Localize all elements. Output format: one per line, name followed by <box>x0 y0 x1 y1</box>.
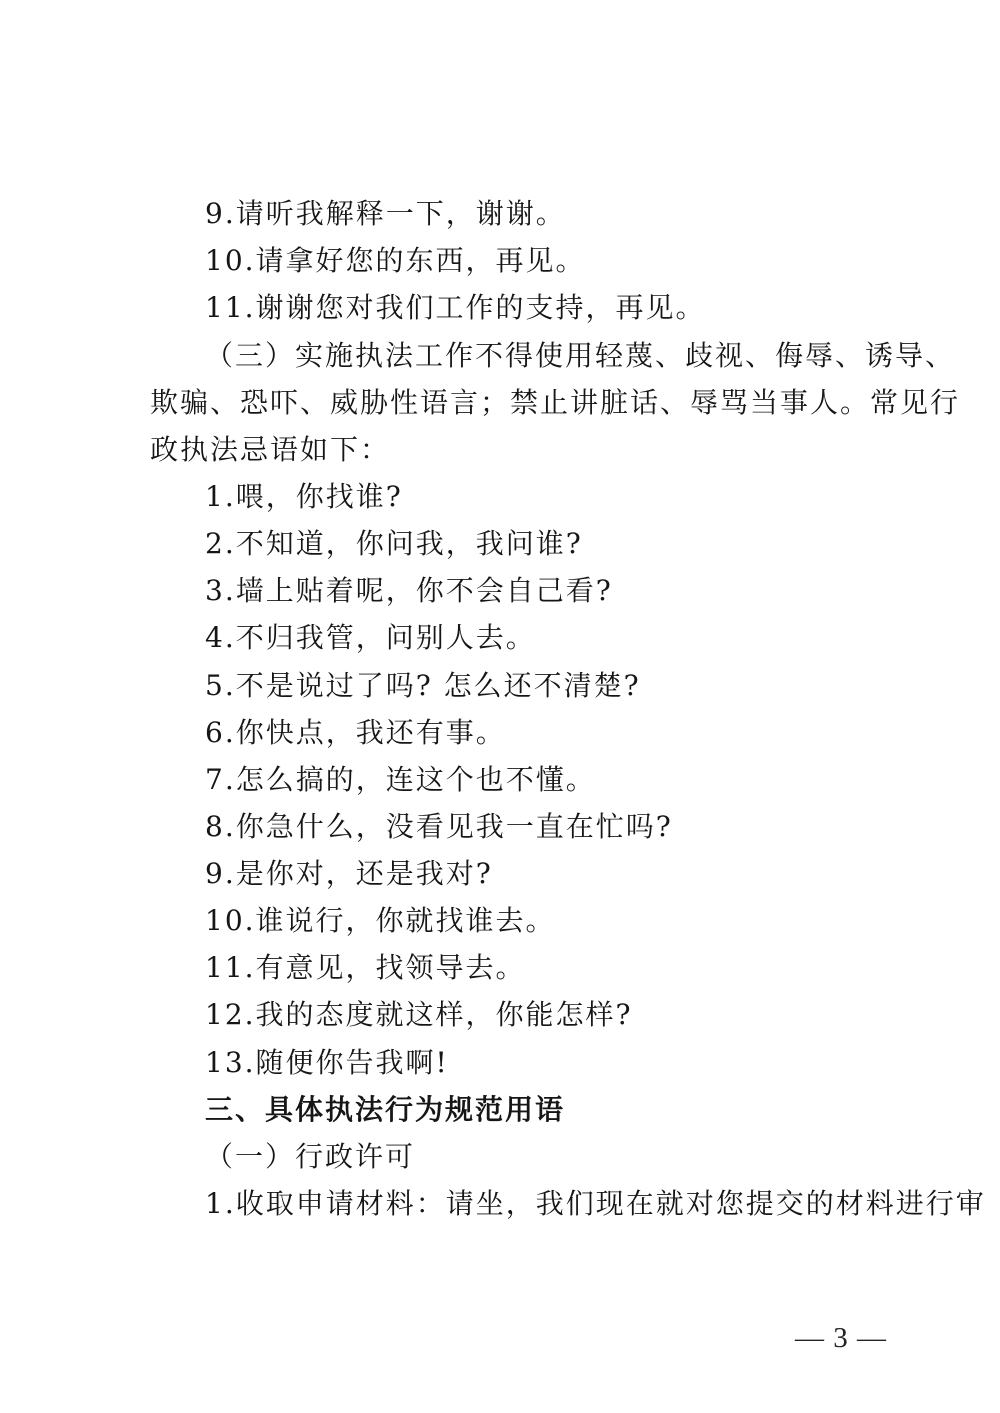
page-number: — 3 — <box>795 1322 887 1354</box>
list-item: 1.喂，你找谁? <box>205 480 403 513</box>
section-heading: 三、具体执法行为规范用语 <box>205 1093 566 1126</box>
text-line: 11.谢谢您对我们工作的支持，再见。 <box>205 291 706 324</box>
paragraph-line: 欺骗、恐吓、威胁性语言；禁止讲脏话、辱骂当事人。常见行 <box>150 386 961 419</box>
list-item: 11.有意见，找领导去。 <box>205 951 526 984</box>
list-item: 13.随便你告我啊! <box>205 1046 449 1079</box>
list-item: 12.我的态度就这样，你能怎样? <box>205 998 633 1031</box>
list-item: 8.你急什么，没看见我一直在忙吗? <box>205 810 673 843</box>
text-line: 1.收取申请材料：请坐，我们现在就对您提交的材料进行审 <box>205 1187 986 1220</box>
list-item: 7.怎么搞的，连这个也不懂。 <box>205 763 596 796</box>
list-item: 6.你快点，我还有事。 <box>205 716 506 749</box>
list-item: 3.墙上贴着呢，你不会自己看? <box>205 574 613 607</box>
text-line: 10.请拿好您的东西，再见。 <box>205 244 586 277</box>
list-item: 9.是你对，还是我对? <box>205 857 493 890</box>
list-item: 10.谁说行，你就找谁去。 <box>205 904 556 937</box>
text-line: 9.请听我解释一下，谢谢。 <box>205 197 566 230</box>
list-item: 4.不归我管，问别人去。 <box>205 621 536 654</box>
paragraph-line: 政执法忌语如下： <box>150 433 391 466</box>
paragraph-line: （三）实施执法工作不得使用轻蔑、歧视、侮辱、诱导、 <box>205 339 956 372</box>
list-item: 5.不是说过了吗? 怎么还不清楚? <box>205 669 641 702</box>
list-item: 2.不知道，你问我，我问谁? <box>205 527 583 560</box>
subsection-heading: （一）行政许可 <box>205 1140 416 1173</box>
